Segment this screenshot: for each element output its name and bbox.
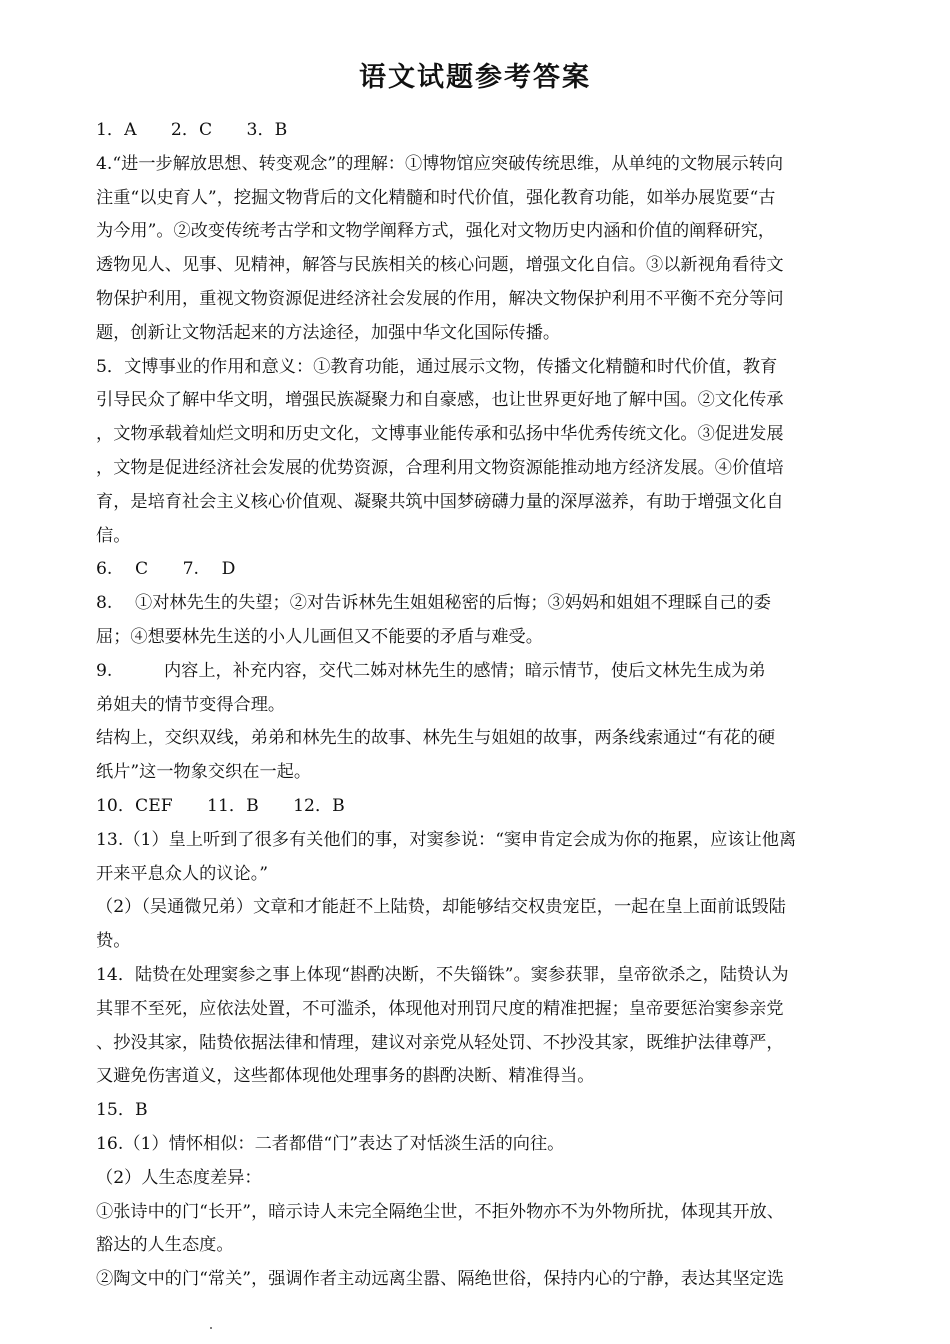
answer-line: 为今用”。②改变传统考古学和文物学阐释方式，强化对文物历史内涵和价值的阐释研究， <box>96 221 776 242</box>
answer-line: ，文物是促进经济社会发展的优势资源，合理利用文物资源能推动地方经济发展。④价值培 <box>96 457 784 478</box>
answer-line: 育，是培育社会主义核心价值观、凝聚共筑中国梦磅礴力量的深厚滋养，有助于增强文化自 <box>96 491 784 512</box>
answer-line: ，文物承载着灿烂文明和历史文化，文博事业能传承和弘扬中华优秀传统文化。③促进发展 <box>96 424 784 445</box>
answer-line: 透物见人、见事、见精神，解答与民族相关的核心问题，增强文化自信。③以新视角看待文 <box>96 255 784 276</box>
answer-line: 9. 内容上，补充内容，交代二姊对林先生的感情；暗示情节，使后文林先生成为弟 <box>96 660 766 681</box>
answer-line: 结构上，交织双线，弟弟和林先生的故事、林先生与姐姐的故事，两条线索通过“有花的硬 <box>96 728 776 749</box>
answer-line: 引导民众了解中华文明，增强民族凝聚力和自豪感，也让世界更好地了解中国。②文化传承 <box>96 390 784 411</box>
answer-line: 贽。 <box>96 931 131 952</box>
answer-line: 10．CEF 11．B 12．B <box>96 795 345 816</box>
answer-line: 弟姐夫的情节变得合理。 <box>96 694 286 715</box>
answer-line: （2）（吴通微兄弟）文章和才能赶不上陆贽，却能够结交权贵宠臣，一起在皇上面前诋毁陆 <box>96 897 786 918</box>
answer-line: 8. ①对林先生的失望；②对告诉林先生姐姐秘密的后悔；③妈妈和姐姐不理睬自己的委 <box>96 593 771 614</box>
answer-line: 、抄没其家，陆贽依据法律和情理，建议对亲党从轻处罚、不抄没其家，既维护法律尊严， <box>96 1032 784 1053</box>
answer-line: 14．陆贽在处理窦参之事上体现“斟酌决断，不失锱铢”。窦参获罪，皇帝欲杀之，陆贽认为 <box>96 964 789 985</box>
answer-line: 开来平息众人的议论。” <box>96 863 269 884</box>
answer-body <box>96 114 854 1297</box>
answer-line: ②陶文中的门“常关”，强调作者主动远离尘嚣、隔绝世俗，保持内心的宁静，表达其坚定选 <box>96 1269 784 1290</box>
answer-line: ①张诗中的门“长开”，暗示诗人未完全隔绝尘世，不拒外物亦不为外物所扰，体现其开放、 <box>96 1201 784 1222</box>
footer-dot <box>210 1327 212 1329</box>
answer-line: 题，创新让文物活起来的方法途径，加强中华文化国际传播。 <box>96 322 561 343</box>
answer-line: 屈；④想要林先生送的小人儿画但又不能要的矛盾与难受。 <box>96 626 543 647</box>
answer-line: 豁达的人生态度。 <box>96 1235 234 1256</box>
answer-line: 4.“进一步解放思想、转变观念”的理解：①博物馆应突破传统思维，从单纯的文物展示转向 <box>96 153 784 174</box>
answer-line: 物保护利用，重视文物资源促进经济社会发展的作用，解决文物保护利用不平衡不充分等问 <box>96 288 784 309</box>
answer-line: 6. C 7. D <box>96 559 236 580</box>
answer-line: 注重“以史育人”，挖掘文物背后的文化精髓和时代价值，强化教育功能，如举办展览要“古 <box>96 187 776 208</box>
answer-line: 15．B <box>96 1100 148 1121</box>
answer-line: 又避免伤害道义，这些都体现他处理事务的斟酌决断、精准得当。 <box>96 1066 595 1087</box>
answer-line: 13.（1）皇上听到了很多有关他们的事，对窦参说：“窦申肯定会成为你的拖累，应该让他离 <box>96 829 797 850</box>
answer-line: 5．文博事业的作用和意义：①教育功能，通过展示文物，传播文化精髓和时代价值，教育 <box>96 356 778 377</box>
answer-line: （2）人生态度差异： <box>96 1167 262 1188</box>
answer-line: 1．A 2．C 3．B <box>96 120 288 140</box>
answer-line: 16.（1）情怀相似：二者都借“门”表达了对恬淡生活的向往。 <box>96 1133 565 1154</box>
answer-line: 其罪不至死，应依法处置，不可滥杀，体现他对刑罚尺度的精准把握；皇帝要惩治窦参亲党 <box>96 998 784 1019</box>
answer-line: 信。 <box>96 525 131 546</box>
page-title: 语文试题参考答案 <box>359 62 591 93</box>
answer-line: 纸片”这一物象交织在一起。 <box>96 762 312 783</box>
